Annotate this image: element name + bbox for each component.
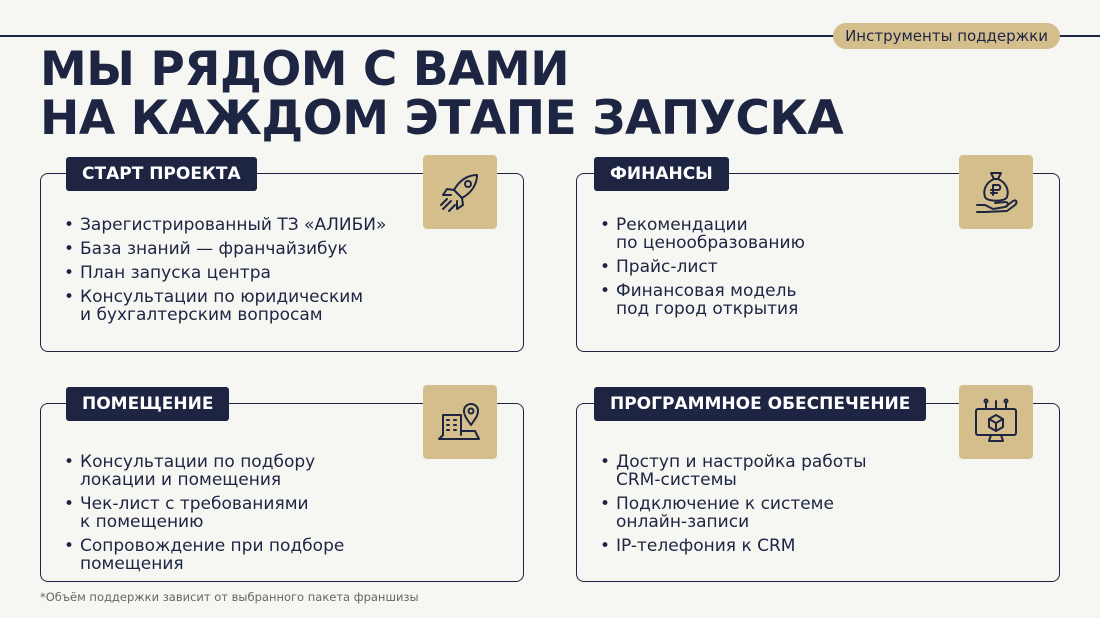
list-item: • Консультации по подбору локации и помещения [64,453,504,489]
card-title-finance: ФИНАНСЫ [594,157,729,191]
rocket-icon [433,165,487,219]
card-title-project-start: СТАРТ ПРОЕКТА [66,157,257,191]
list-item: • IP-телефония к CRM [600,537,1040,555]
list-item: • Финансовая модель под город открытия [600,282,1040,318]
card-list-finance [600,216,1040,324]
card-title-software: ПРОГРАММНОЕ ОБЕСПЕЧЕНИЕ [594,387,926,421]
list-item: • База знаний — франчайзибук [64,240,504,258]
list-item: • План запуска центра [64,264,504,282]
page-title [40,42,844,146]
card-list-premises [64,453,504,579]
list-item: • Доступ и настройка работы CRM-системы [600,453,1040,489]
card-icon-tile [959,385,1033,459]
list-item: • Консультации по юридическим и бухгалтерским вопросам [64,288,504,324]
page-title-line-1: МЫ РЯДОМ С ВАМИ [40,42,570,97]
card-list-software [600,453,1040,561]
monitor-cube-icon [969,395,1023,449]
list-item: • Рекомендации по ценообразованию [600,216,1040,252]
money-bag-hand-icon [969,165,1023,219]
list-item: • Сопровождение при подборе помещения [64,537,504,573]
page-title-line-2: НА КАЖДОМ ЭТАПЕ ЗАПУСКА [40,91,844,146]
building-location-icon [433,395,487,449]
card-title-premises: ПОМЕЩЕНИЕ [66,387,229,421]
list-item: • Зарегистрированный ТЗ «АЛИБИ» [64,216,504,234]
card-list-project-start [64,216,504,330]
list-item: • Прайс-лист [600,258,1040,276]
footnote: *Объём поддержки зависит от выбранного пакета франшизы [40,590,419,604]
section-tag: Инструменты поддержки [833,23,1060,49]
list-item: • Чек-лист с требованиями к помещению [64,495,504,531]
card-icon-tile [423,385,497,459]
list-item: • Подключение к системе онлайн-записи [600,495,1040,531]
